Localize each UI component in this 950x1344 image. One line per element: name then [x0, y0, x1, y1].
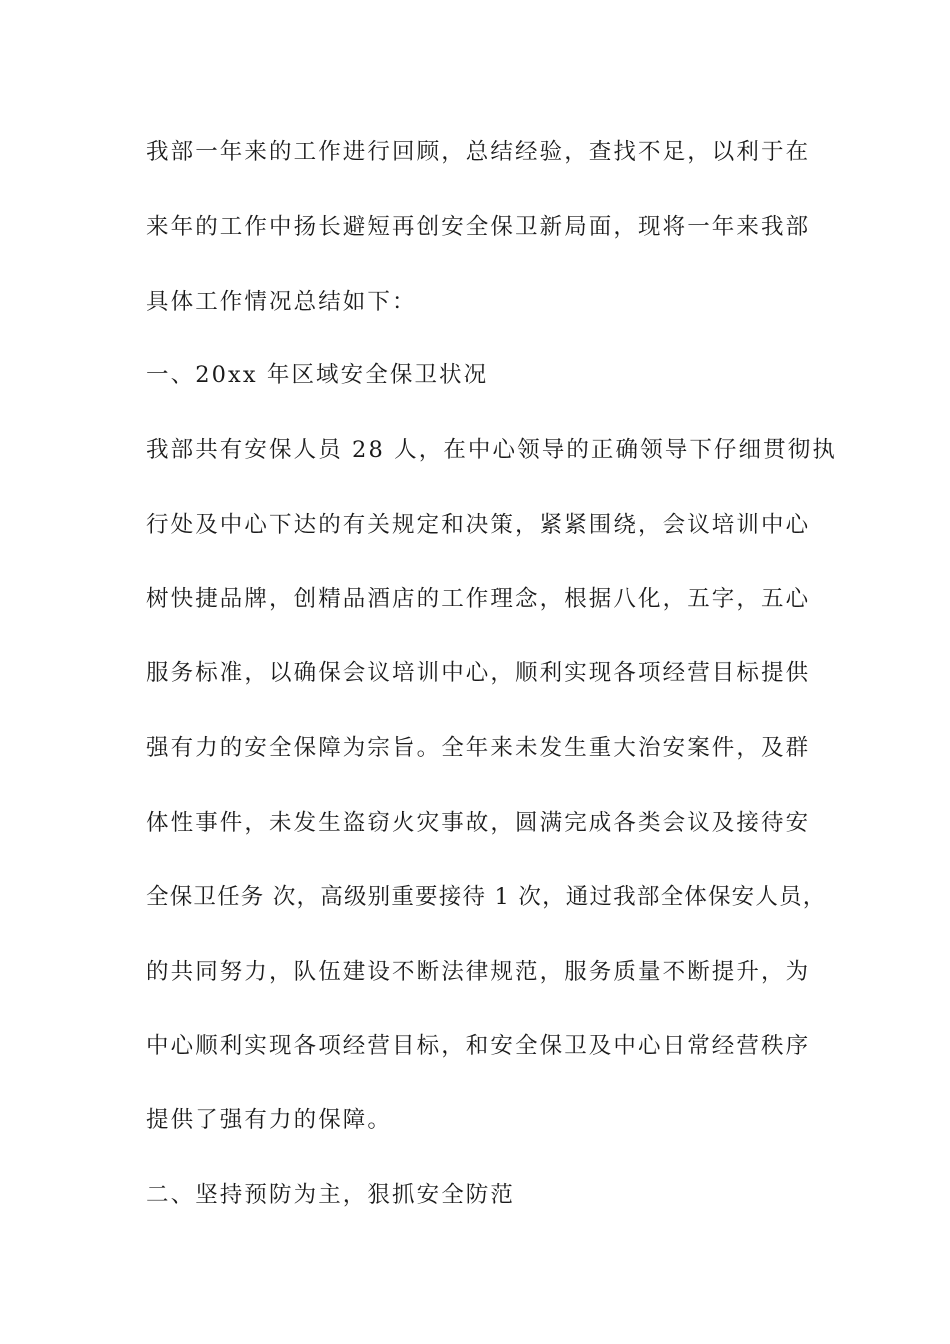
paragraph-line: 我部共有安保人员 28 人，在中心领导的正确领导下仔细贯彻执 [146, 437, 837, 463]
paragraph-line: 行处及中心下达的有关规定和决策，紧紧围绕，会议培训中心 [146, 512, 811, 538]
section-heading: 二、坚持预防为主，狠抓安全防范 [146, 1182, 516, 1208]
paragraph-line: 提供了强有力的保障。 [146, 1107, 393, 1133]
paragraph-line: 来年的工作中扬长避短再创安全保卫新局面，现将一年来我部 [146, 214, 811, 240]
paragraph-line: 我部一年来的工作进行回顾，总结经验，查找不足，以利于在 [146, 139, 811, 165]
paragraph-line: 树快捷品牌，创精品酒店的工作理念，根据八化，五字，五心 [146, 586, 811, 612]
paragraph-line: 具体工作情况总结如下： [146, 289, 417, 315]
paragraph-line: 强有力的安全保障为宗旨。全年来未发生重大治安案件，及群 [146, 735, 811, 761]
paragraph-line: 的共同努力，队伍建设不断法律规范，服务质量不断提升，为 [146, 959, 811, 985]
section-heading: 一、20xx 年区域安全保卫状况 [146, 362, 489, 388]
paragraph-line: 全保卫任务 次，高级别重要接待 1 次，通过我部全体保安人员， [146, 884, 827, 910]
paragraph-line: 体性事件，未发生盗窃火灾事故，圆满完成各类会议及接待安 [146, 810, 811, 836]
paragraph-line: 中心顺利实现各项经营目标，和安全保卫及中心日常经营秩序 [146, 1033, 811, 1059]
paragraph-line: 服务标准，以确保会议培训中心，顺利实现各项经营目标提供 [146, 660, 811, 686]
